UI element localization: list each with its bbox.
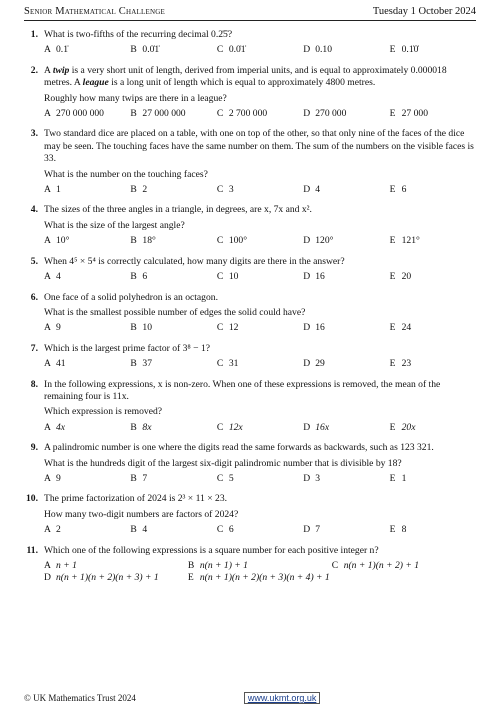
option-a[interactable]: A 41 <box>44 358 66 370</box>
option-a[interactable]: A 1 <box>44 184 61 196</box>
option-e[interactable]: E 0.1̇0̇ <box>389 44 419 56</box>
option-c[interactable]: C 31 <box>216 358 239 370</box>
option-e[interactable]: E 27 000 <box>389 108 429 120</box>
question-4 <box>24 204 476 247</box>
answer-options <box>44 524 476 536</box>
question-prompt: What is the smallest possible number of edges the solid could have? <box>44 306 306 318</box>
question-text: Which is the largest prime factor of 3⁸ − 1? <box>44 342 211 354</box>
option-b[interactable]: B 0.0̇1̇ <box>130 44 160 56</box>
option-d[interactable]: D 16x <box>303 421 330 433</box>
answer-options <box>44 108 476 120</box>
option-c[interactable]: C n(n + 1)(n + 2) + 1 <box>331 560 420 571</box>
option-d[interactable]: D 270 000 <box>303 108 347 120</box>
option-d[interactable]: D 16 <box>303 322 325 334</box>
question-text: Which one of the following expressions is a square number for each positive integer n? <box>44 544 379 556</box>
question-text: Two standard dice are placed on a table, with one on top of the other, so that only nine of the faces of the dice may be seen. The touching faces have the same number on them. The sum of the numbers on the visible faces is 33. <box>44 128 474 165</box>
page-footer <box>24 692 476 704</box>
question-number: 6. <box>30 291 38 303</box>
option-e[interactable]: E n(n + 1)(n + 2)(n + 3)(n + 4) + 1 <box>187 572 330 584</box>
option-a[interactable]: A 4x <box>44 421 66 433</box>
answer-options <box>44 560 476 585</box>
question-prompt: Which expression is removed? <box>44 406 163 418</box>
question-text: The prime factorization of 2024 is 2³ × 11 × 23. <box>44 493 228 505</box>
term-twip: twip <box>52 64 70 76</box>
option-d[interactable]: D n(n + 1)(n + 2)(n + 3) + 1 <box>44 572 159 584</box>
question-5 <box>24 256 476 284</box>
question-6 <box>24 292 476 335</box>
question-prompt: Roughly how many twips are there in a league? <box>44 92 227 104</box>
option-e[interactable]: E 20x <box>389 421 416 433</box>
question-prompt: What is the hundreds digit of the largest six-digit palindromic number that is divisible by 18? <box>44 457 402 469</box>
answer-options <box>44 358 476 370</box>
option-c[interactable]: C 5 <box>216 472 234 484</box>
option-e[interactable]: E 24 <box>389 322 412 334</box>
question-11 <box>24 545 476 585</box>
question-number: 2. <box>30 64 38 76</box>
option-d[interactable]: D 7 <box>303 524 321 536</box>
option-c[interactable]: C 3 <box>216 184 234 196</box>
answer-options <box>44 422 476 434</box>
question-number: 11. <box>26 544 38 556</box>
answer-options <box>44 473 476 485</box>
question-number: 7. <box>30 342 38 354</box>
option-d[interactable]: D 16 <box>303 271 325 283</box>
question-prompt: How many two-digit numbers are factors of 2024? <box>44 508 239 520</box>
option-d[interactable]: D 3 <box>303 472 321 484</box>
question-number: 5. <box>30 255 38 267</box>
option-b[interactable]: B 18° <box>130 235 156 247</box>
term-league: league <box>82 77 109 89</box>
question-2 <box>24 65 476 121</box>
question-1 <box>24 29 476 57</box>
question-number: 8. <box>30 378 38 390</box>
header-date: Tuesday 1 October 2024 <box>372 6 476 17</box>
question-8 <box>24 379 476 435</box>
option-c[interactable]: C 6 <box>216 524 234 536</box>
option-b[interactable]: B 6 <box>130 271 148 283</box>
question-text: The sizes of the three angles in a triangle, in degrees, are x, 7x and x². <box>44 204 312 216</box>
option-d[interactable]: D 120° <box>303 235 334 247</box>
option-a[interactable]: A 270 000 000 <box>44 108 104 120</box>
option-b[interactable]: B n(n + 1) + 1 <box>187 560 248 571</box>
option-d[interactable]: D 29 <box>303 358 325 370</box>
option-a[interactable]: A 4 <box>44 271 61 283</box>
option-e[interactable]: E 121° <box>389 235 420 247</box>
option-e[interactable]: E 6 <box>389 184 407 196</box>
option-e[interactable]: E 23 <box>389 358 412 370</box>
option-e[interactable]: E 1 <box>389 472 407 484</box>
question-number: 4. <box>30 204 38 216</box>
option-b[interactable]: B 10 <box>130 322 152 334</box>
option-e[interactable]: E 20 <box>389 271 412 283</box>
question-prompt: What is the size of the largest angle? <box>44 219 185 231</box>
question-text: In the following expressions, x is non-zero. When one of these expressions is removed, the mean of the remaining four is 11x. <box>44 378 441 402</box>
option-d[interactable]: D 4 <box>303 184 321 196</box>
question-10 <box>24 493 476 536</box>
question-9 <box>24 442 476 485</box>
question-text: One face of a solid polyhedron is an octagon. <box>44 291 218 303</box>
question-number: 1. <box>30 29 38 40</box>
option-b[interactable]: B 8x <box>130 421 152 433</box>
answer-options <box>44 271 476 283</box>
answer-options <box>44 235 476 247</box>
option-c[interactable]: C 12x <box>216 421 243 433</box>
question-text: When 4⁵ × 5⁴ is correctly calculated, how many digits are there in the answer? <box>44 255 345 267</box>
option-a[interactable]: A n + 1 <box>44 560 77 571</box>
option-c[interactable]: C 0.0̇1̇ <box>216 44 246 56</box>
answer-options <box>44 44 476 56</box>
option-c[interactable]: C 10 <box>216 271 239 283</box>
question-text: A palindromic number is one where the digits read the same forwards as backwards, such as 123 321. <box>44 442 434 454</box>
question-number: 9. <box>30 442 38 454</box>
question-7 <box>24 343 476 371</box>
answer-options <box>44 184 476 196</box>
option-b[interactable]: B 27 000 000 <box>130 108 186 120</box>
option-b[interactable]: B 2 <box>130 184 148 196</box>
option-d[interactable]: D 0.10 <box>303 44 333 56</box>
ukmt-link[interactable]: www.ukmt.org.uk <box>244 692 321 704</box>
option-a[interactable]: A 0.1̇ <box>44 44 68 56</box>
answer-options <box>44 322 476 334</box>
option-c[interactable]: C 12 <box>216 322 239 334</box>
option-b[interactable]: B 37 <box>130 358 152 370</box>
option-b[interactable]: B 7 <box>130 472 148 484</box>
header-title: Senior Mathematical Challenge <box>24 6 165 17</box>
question-3 <box>24 128 476 196</box>
question-text: A twip is a very short unit of length, derived from imperial units, and is equal to approximately 0.000018 metres. A league is a long unit of length which is equal to approximately 4800 metres. <box>44 64 447 89</box>
question-number: 10. <box>26 493 38 505</box>
option-e[interactable]: E 8 <box>389 524 407 536</box>
footer-copyright: © UK Mathematics Trust 2024 <box>24 693 136 703</box>
option-a[interactable]: A 2 <box>44 524 61 536</box>
option-c[interactable]: C 2 700 000 <box>216 108 268 120</box>
option-a[interactable]: A 9 <box>44 472 61 484</box>
question-text: What is two-fifths of the recurring decimal 0.2̇5̇? <box>44 29 233 40</box>
option-a[interactable]: A 9 <box>44 322 61 334</box>
question-prompt: What is the number on the touching faces? <box>44 168 208 180</box>
option-b[interactable]: B 4 <box>130 524 148 536</box>
question-number: 3. <box>30 128 38 140</box>
page-header <box>24 0 476 21</box>
option-c[interactable]: C 100° <box>216 235 248 247</box>
option-a[interactable]: A 10° <box>44 235 70 247</box>
